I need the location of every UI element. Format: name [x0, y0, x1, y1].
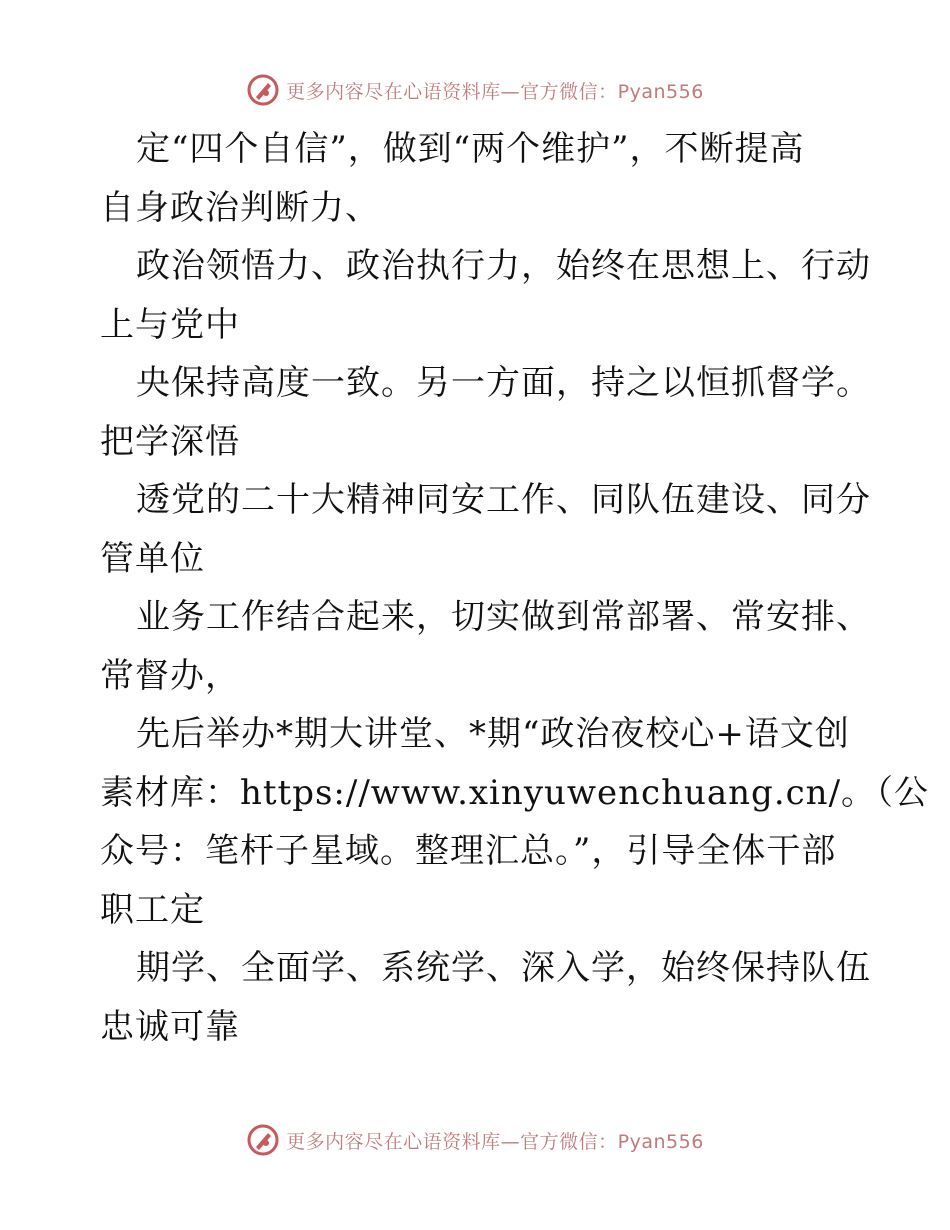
- body-line: 定“四个自信”，做到“两个维护”，不断提高: [136, 129, 805, 169]
- body-line: 政治领悟力、政治执行力，始终在思想上、行动: [136, 246, 871, 286]
- body-line: 上与党中: [100, 304, 240, 345]
- body-line: 央保持高度一致。另一方面，持之以恒抓督学。: [136, 363, 871, 403]
- footer-banner: [0, 1120, 950, 1160]
- body-line: 职工定: [100, 889, 205, 930]
- body-line: 业务工作结合起来，切实做到常部署、常安排、: [136, 597, 871, 637]
- body-line: 常督办，: [100, 655, 240, 696]
- body-line: 期学、全面学、系统学、深入学，始终保持队伍: [136, 948, 871, 988]
- body-line: 自身政治判断力、: [100, 187, 380, 228]
- pen-nib-logo-icon: [246, 1123, 280, 1157]
- body-line: 先后举办*期大讲堂、*期“政治夜校心+语文创: [136, 714, 850, 754]
- footer-banner-text: 更多内容尽在心语资料库—官方微信：Pyan556: [286, 1130, 704, 1153]
- body-line: 素材库：https://www.xinyuwenchuang.cn/。（公: [100, 772, 930, 813]
- header-banner-text: 更多内容尽在心语资料库—官方微信：Pyan556: [286, 80, 704, 103]
- pen-nib-logo-icon: [246, 73, 280, 107]
- body-line: 忠诚可靠: [100, 1006, 240, 1047]
- body-line: 把学深悟: [100, 421, 240, 462]
- header-banner: [0, 70, 950, 110]
- body-line: 管单位: [100, 538, 205, 579]
- document-body: [100, 120, 930, 1056]
- body-line: 众号：笔杆子星域。整理汇总。”，引导全体干部: [100, 831, 837, 871]
- body-line: 透党的二十大精神同安工作、同队伍建设、同分: [136, 480, 871, 520]
